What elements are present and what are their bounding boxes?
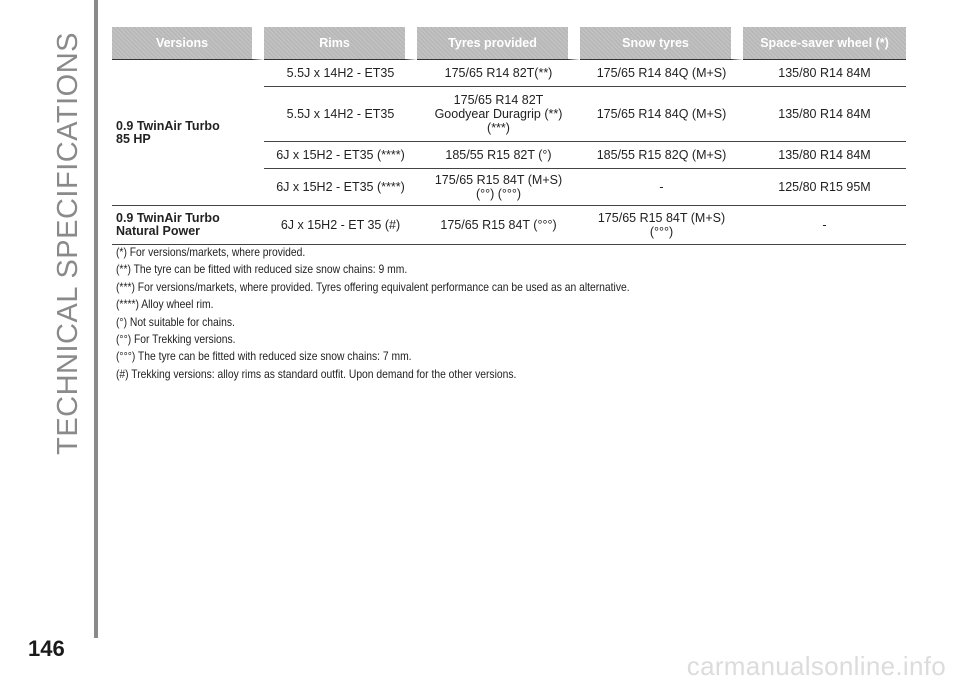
rims-cell: 6J x 15H2 - ET 35 (#) (264, 206, 417, 245)
rims-cell: 5.5J x 14H2 - ET35 (264, 60, 417, 87)
footnote: (***) For versions/markets, where provided. Tyres offering equivalent performance can be used as an alternative. (116, 279, 630, 294)
header-rims: Rims (264, 27, 417, 60)
watermark: carmanualsonline.info (686, 651, 946, 681)
header-snow-tyres: Snow tyres (580, 27, 743, 60)
footnote: (*) For versions/markets, where provided. (116, 245, 306, 259)
footnote: (°°°) The tyre can be fitted with reduced size snow chains: 7 mm. (116, 349, 412, 364)
section-title-text: TECHNICAL SPECIFICATIONS (51, 32, 84, 455)
space-saver-cell: 135/80 R14 84M (743, 60, 906, 87)
space-saver-cell: 125/80 R15 95M (743, 169, 906, 206)
tyres-cell: 175/65 R14 82T(**) (417, 60, 580, 87)
header-tyres-provided: Tyres provided (417, 27, 580, 60)
table-row (112, 206, 906, 245)
table-header-row (112, 27, 906, 60)
footnote: (#) Trekking versions: alloy rims as standard outfit. Upon demand for the other versions. (116, 366, 517, 381)
section-title-vertical (48, 32, 88, 455)
version-cell: 0.9 TwinAir Turbo 85 HP (112, 60, 264, 206)
side-rule (94, 0, 98, 638)
snow-tyres-cell: 185/55 R15 82Q (M+S) (580, 142, 743, 169)
snow-tyres-cell: - (580, 169, 743, 206)
tyres-cell: 175/65 R14 82T Goodyear Duragrip (**) (***) (417, 87, 580, 142)
rims-cell: 5.5J x 14H2 - ET35 (264, 87, 417, 142)
rims-cell: 6J x 15H2 - ET35 (****) (264, 142, 417, 169)
footnote: (**) The tyre can be fitted with reduced size snow chains: 9 mm. (116, 262, 408, 277)
header-versions: Versions (112, 27, 264, 60)
page-number: 146 (28, 636, 65, 661)
footnote: (****) Alloy wheel rim. (116, 297, 214, 312)
tyres-cell: 175/65 R15 84T (M+S) (°°) (°°°) (417, 169, 580, 206)
snow-tyres-cell: 175/65 R14 84Q (M+S) (580, 87, 743, 142)
space-saver-cell: - (743, 206, 906, 245)
snow-tyres-cell: 175/65 R15 84T (M+S) (°°°) (580, 206, 743, 245)
footnote: (°°) For Trekking versions. (116, 331, 236, 346)
version-cell: 0.9 TwinAir Turbo Natural Power (112, 206, 264, 245)
tyres-cell: 185/55 R15 82T (°) (417, 142, 580, 169)
space-saver-cell: 135/80 R14 84M (743, 87, 906, 142)
header-space-saver-wheel: Space-saver wheel (*) (743, 27, 906, 60)
snow-tyres-cell: 175/65 R14 84Q (M+S) (580, 60, 743, 87)
rims-cell: 6J x 15H2 - ET35 (****) (264, 169, 417, 206)
table-row (112, 60, 906, 87)
wheels-specification-table (112, 27, 906, 245)
space-saver-cell: 135/80 R14 84M (743, 142, 906, 169)
footnotes (116, 244, 906, 383)
footnote: (°) Not suitable for chains. (116, 314, 235, 329)
tyres-cell: 175/65 R15 84T (°°°) (417, 206, 580, 245)
